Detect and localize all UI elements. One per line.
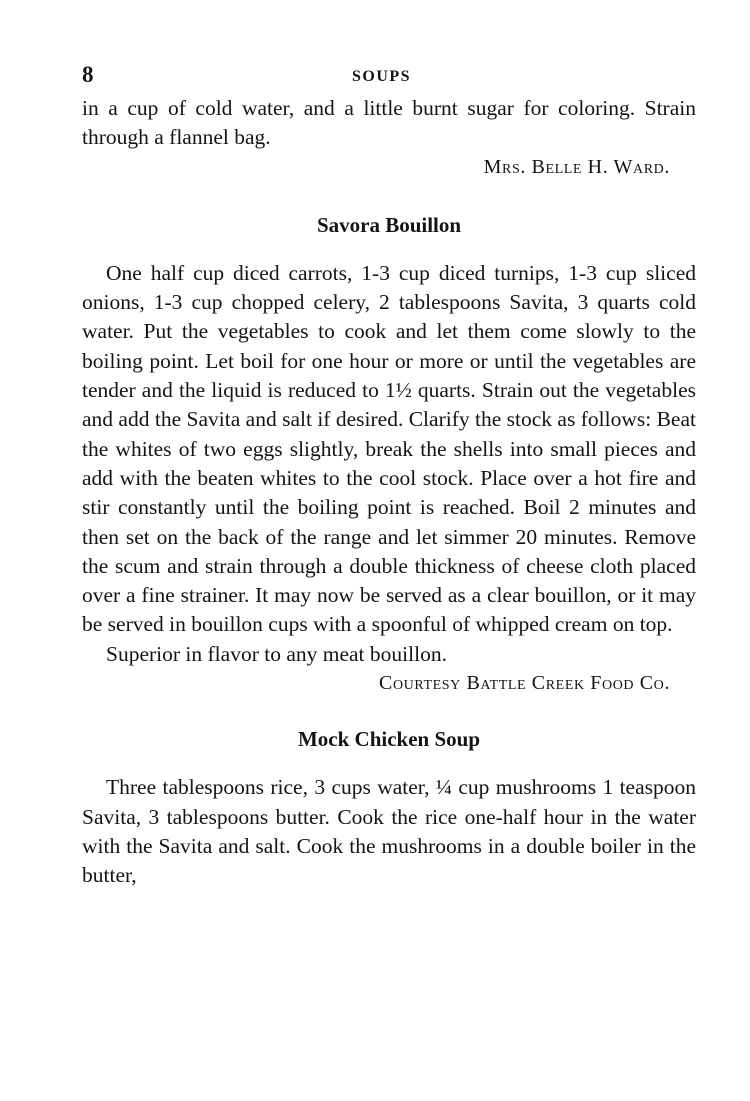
section-title: SOUPS — [352, 68, 412, 85]
recipe-paragraph: One half cup diced carrots, 1-3 cup diced turnips, 1-3 cup sliced onions, 1-3 cup chopped celery, 2 tablespoons Savita, 3 quarts cold water. Put the vegetables to cook and let them come slowly to the boiling point. Let boil for one hour or more or until the vegetables are tender and the liquid is reduced to 1½ quarts. Strain out the vegetables and add the Savita and salt if desired. Clarify the stock as follows: Beat the whites of two eggs slightly, break the shells into small pieces and add with the beaten whites to the cool stock. Place over a hot fire and stir constantly until the boiling point is reached. Boil 2 minutes and then set on the back of the range and let simmer 20 minutes. Remove the scum and strain through a double thickness of cheese cloth placed over a fine strainer. It may now be served as a clear bouillon, or it may be served in bouillon cups with a spoonful of whipped cream on top. — [82, 260, 696, 637]
book-page — [82, 60, 696, 891]
recipe-title-savora-bouillon: Savora Bouillon — [316, 212, 462, 237]
intro-attribution: Mrs. Belle H. Ward. — [483, 155, 670, 178]
page-number: 8 — [82, 62, 94, 87]
running-head — [82, 60, 696, 94]
recipe-attribution: Courtesy Battle Creek Food Co. — [379, 672, 670, 695]
recipe-title-mock-chicken-soup: Mock Chicken Soup — [297, 727, 481, 752]
intro-paragraph: in a cup of cold water, and a little burnt sugar for coloring. Strain through a flannel bag. — [82, 96, 696, 150]
recipe-paragraph: Three tablespoons rice, 3 cups water, ¼ cup mushrooms 1 teaspoon Savita, 3 tablespoons butter. Cook the rice one-half hour in the water with the Savita and salt. Cook the mushrooms in a double boiler in the butter, — [82, 775, 696, 888]
recipe-paragraph-note: Superior in flavor to any meat bouillon. — [106, 641, 447, 666]
